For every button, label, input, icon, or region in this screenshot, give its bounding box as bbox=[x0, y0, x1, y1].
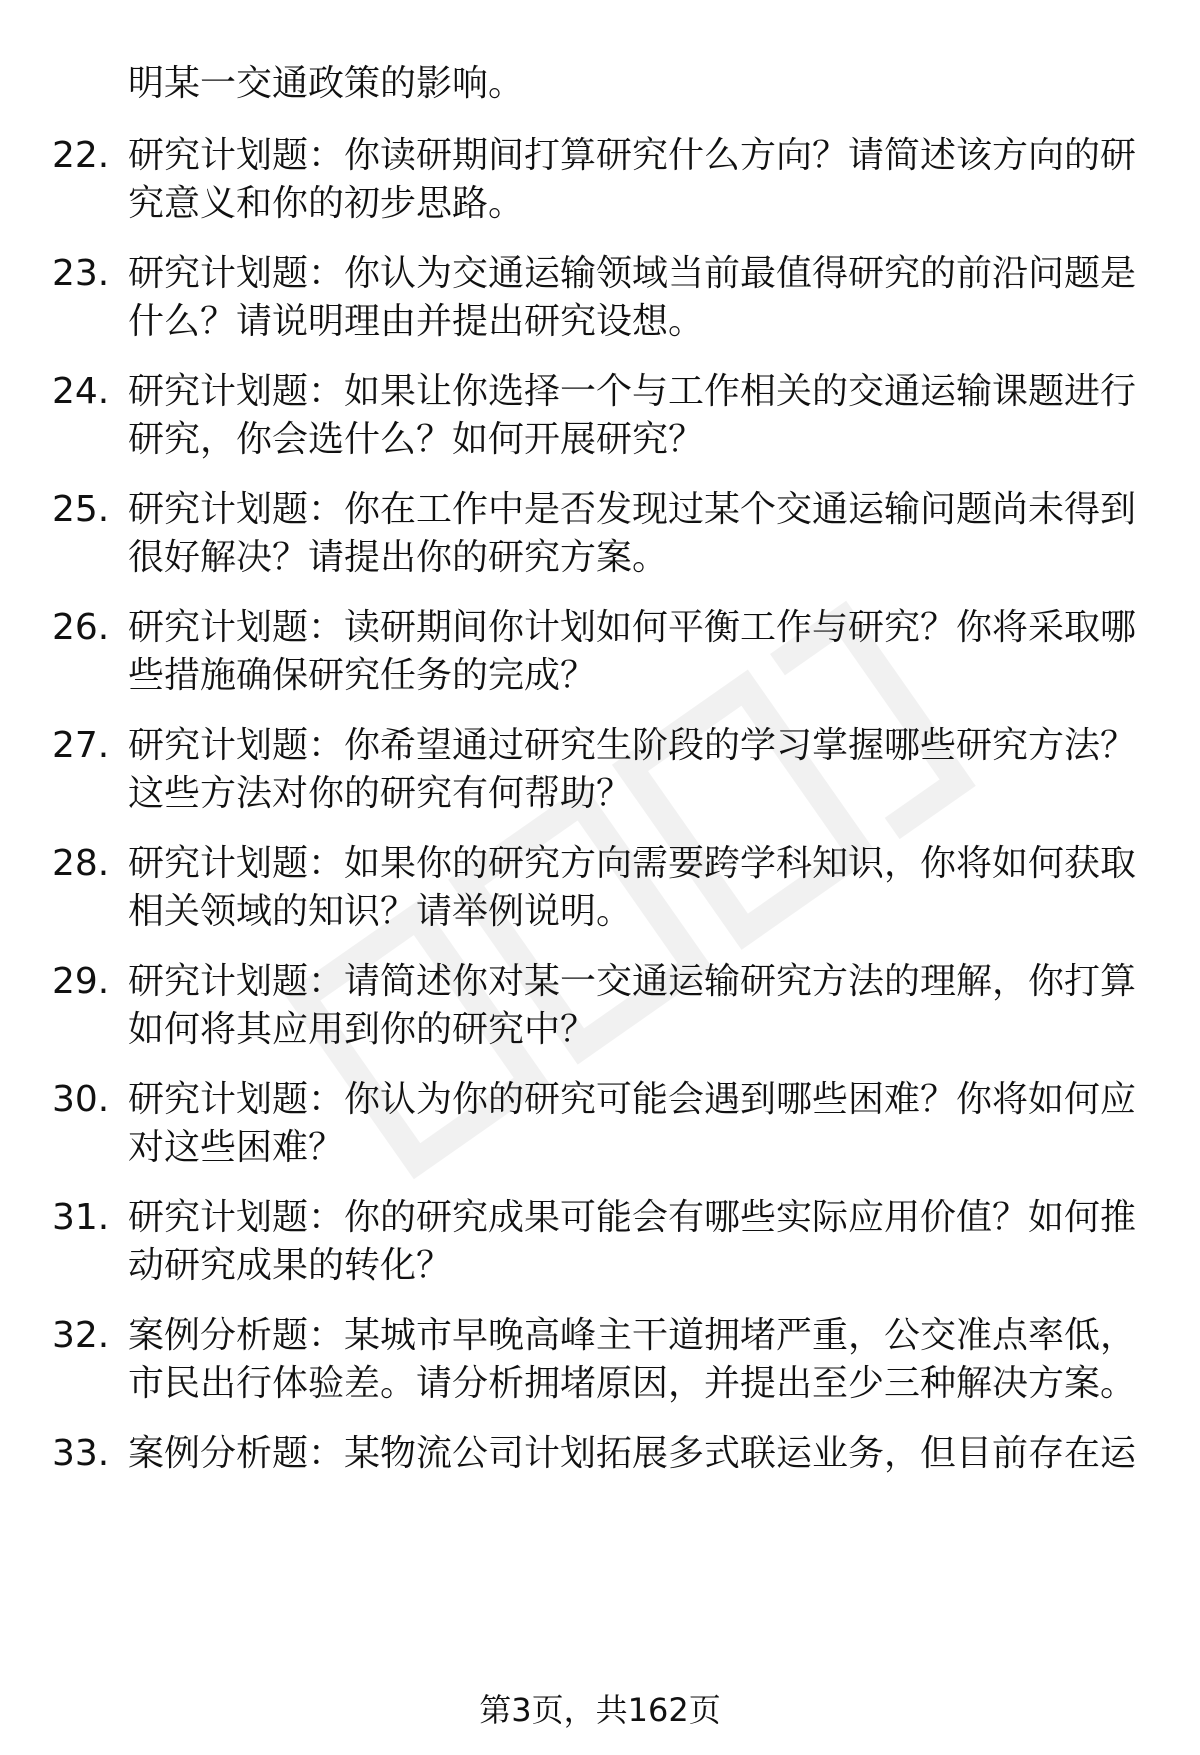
question-number: 28. bbox=[52, 843, 110, 884]
question-number: 30. bbox=[52, 1079, 110, 1120]
question-text: 案例分析题：某物流公司计划拓展多式联运业务，但目前存在运 bbox=[128, 1433, 1137, 1474]
question-text: 研究计划题：你认为你的研究可能会遇到哪些困难？你将如何应对这些困难？ bbox=[128, 1079, 1137, 1168]
question-text: 研究计划题：如果你的研究方向需要跨学科知识，你将如何获取相关领域的知识？请举例说明。 bbox=[128, 843, 1137, 932]
question-text: 研究计划题：你认为交通运输领域当前最值得研究的前沿问题是什么？请说明理由并提出研究设想。 bbox=[128, 253, 1137, 342]
question-text: 研究计划题：你的研究成果可能会有哪些实际应用价值？如何推动研究成果的转化？ bbox=[128, 1197, 1137, 1286]
page-footer: 第3页，共162页 bbox=[479, 1691, 721, 1729]
question-number: 31. bbox=[52, 1197, 110, 1238]
question-number: 25. bbox=[52, 489, 110, 530]
question-text: 研究计划题：你读研期间打算研究什么方向？请简述该方向的研究意义和你的初步思路。 bbox=[128, 135, 1137, 224]
question-number: 26. bbox=[52, 607, 110, 648]
question-number: 29. bbox=[52, 961, 110, 1002]
question-text: 案例分析题：某城市早晚高峰主干道拥堵严重，公交准点率低，市民出行体验差。请分析拥堵原因，并提出至少三种解决方案。 bbox=[128, 1315, 1137, 1404]
question-number: 27. bbox=[52, 725, 110, 766]
question-number: 23. bbox=[52, 253, 110, 294]
continuation-text: 明某一交通政策的影响。 bbox=[128, 63, 525, 104]
question-text: 研究计划题：你希望通过研究生阶段的学习掌握哪些研究方法？这些方法对你的研究有何帮助？ bbox=[128, 725, 1137, 814]
question-text: 研究计划题：如果让你选择一个与工作相关的交通运输课题进行研究，你会选什么？如何开展研究？ bbox=[128, 371, 1137, 460]
question-number: 24. bbox=[52, 371, 110, 412]
question-text: 研究计划题：请简述你对某一交通运输研究方法的理解，你打算如何将其应用到你的研究中？ bbox=[128, 961, 1137, 1050]
question-number: 33. bbox=[52, 1433, 110, 1474]
question-text: 研究计划题：你在工作中是否发现过某个交通运输问题尚未得到很好解决？请提出你的研究方案。 bbox=[128, 489, 1137, 578]
question-text: 研究计划题：读研期间你计划如何平衡工作与研究？你将采取哪些措施确保研究任务的完成？ bbox=[128, 607, 1137, 696]
question-number: 22. bbox=[52, 135, 110, 176]
question-number: 32. bbox=[52, 1315, 110, 1356]
